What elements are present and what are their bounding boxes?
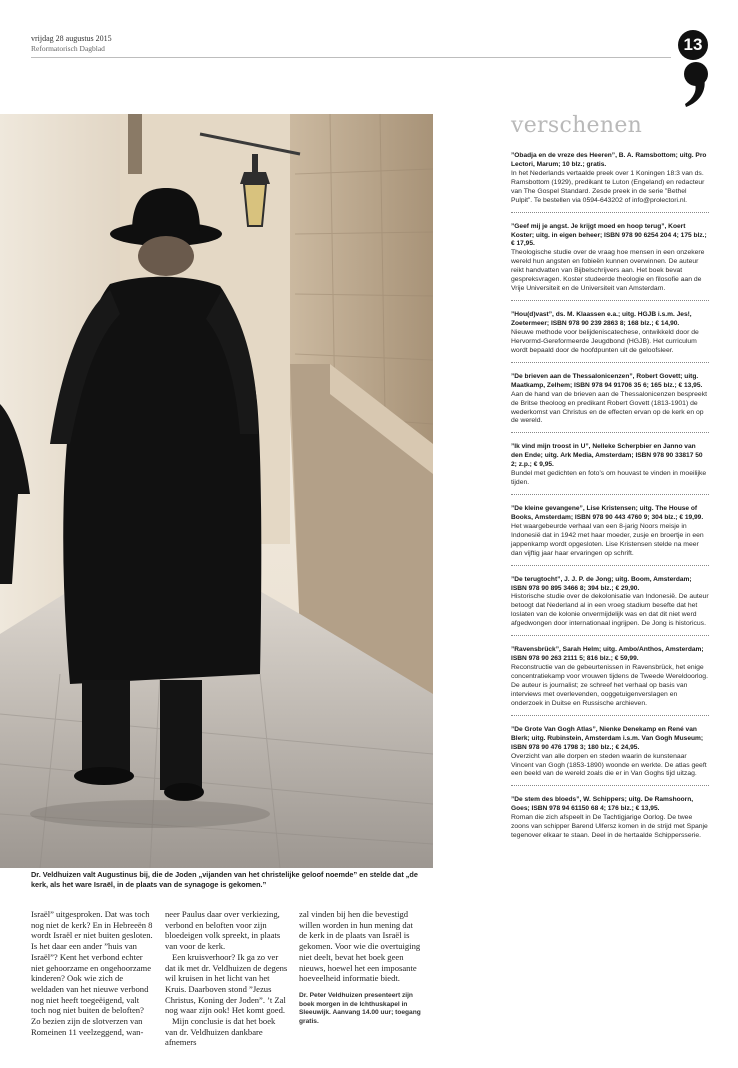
book-entry [511,505,709,566]
book-entry [511,726,709,787]
book-description: In het Nederlands vertaalde preek over 1 Koningen 18:3 van ds. Ramsbottom (1929), predikant te Luton (Engeland) en redacteur van The Gospel Standard. Zesde preek in de serie ”Bethel Pulpit”. Te bestellen via 0594-643202 of info@prolectori.nl. [511,169,705,204]
book-description: Het waargebeurde verhaal van een 8-jarig Noors meisje in Indonesië dat in 1942 met haar moeder, zusje en broertje in een jappenkamp wordt opgesloten. Lise Kristensen stelde na meer dan vijftig jaar haar ervaringen op schrift. [511,522,704,557]
article-column-2 [165,909,289,1048]
newspaper-name: Reformatorisch Dagblad [31,44,105,53]
article-column-3 [299,909,423,1048]
book-heading: ”Ik vind mijn troost in U”, Nelleke Scherpbier en Janno van den Ende; uitg. Ark Media, Amsterdam; ISBN 978 90 33817 50 2; z.p.; € 9,95. [511,443,703,469]
new-releases-column [511,112,709,857]
section-title: verschenen [511,113,643,138]
article-paragraph: Een kruisverhoor? Ik ga zo ver dat ik met dr. Veldhuizen de degens wil kruisen in het licht van het Kruis. Daarboven stond ”Jezus Christus, Koning der Joden”. ’t Zal nog waar zijn ook! Het komt goed. [165,951,288,1016]
book-heading: ”De brieven aan de Thessalonicenzen”, Robert Govett; uitg. Maatkamp, Zelhem; ISBN 978 94 91706 35 6; 165 blz.; € 13,95. [511,372,703,389]
book-heading: ”De Grote Van Gogh Atlas”, Nienke Denekamp en René van Blerk; uitg. Rubinstein, Amsterdam i.s.m. Van Gogh Museum; ISBN 978 90 476 1798 3; 180 blz.; € 24,95. [511,725,704,751]
book-description: Roman die zich afspeelt in De Tachtigjarige Oorlog. De twee zoons van schipper Barend Ulfersz komen in de strijd met Spanje tegenover elkaar te staan. Deel in de hertaalde Schippersserie. [511,814,708,840]
book-entry [511,443,709,495]
author-credit: Dr. Peter Veldhuizen presenteert zijn boek morgen in de Ichthuskapel in Sleeuwijk. Aanvang 14.00 uur; toegang gratis. [299,991,421,1026]
book-heading: ”Hou(d)vast”, ds. M. Klaassen e.a.; uitg. HGJB i.s.m. Jes!, Zoetermeer; ISBN 978 90 239 2863 8; 168 blz.; € 14,90. [511,311,692,328]
photo-caption: Dr. Veldhuizen valt Augustinus bij, die de Joden „vijanden van het christelijke geloof noemde” en stelde dat „de kerk, als het ware Israël, in de plaats van de synagoge is gekomen.” [31,870,418,889]
book-entry [511,576,709,637]
article-column-1 [31,909,155,1048]
book-heading: ”Obadja en de vreze des Heeren”, B. A. Ramsbottom; uitg. Pro Lectori, Marum; 10 blz.; gratis. [511,152,707,168]
book-heading: ”De terugtocht”, J. J. P. de Jong; uitg. Boom, Amsterdam; ISBN 978 90 895 3466 8; 394 blz.; € 29,90. [511,575,692,592]
book-description: Overzicht van alle dorpen en steden waarin de kunstenaar Vincent van Gogh (1853-1890) woonde en werkte. De atlas geeft een beeld van de wereld zoals die er in Van Goghs tijd uitzag. [511,752,707,778]
comma-logo-icon [682,60,708,108]
article-paragraph: neer Paulus daar over verkiezing, verbond en beloften voor zijn bloedeigen volk spreekt, in plaats van voor de kerk. [165,909,281,952]
book-entry [511,223,709,301]
book-entry [511,311,709,363]
header-rule [31,57,671,58]
issue-date: vrijdag 28 augustus 2015 [31,34,112,43]
book-entry [511,646,709,716]
book-description: Bundel met gedichten en foto’s om houvast te vinden in moeilijke tijden. [511,470,707,487]
book-entry [511,373,709,434]
article-photo [0,114,433,868]
article-paragraph: Mijn conclusie is dat het boek van dr. Veldhuizen dankbare afnemers [165,1016,276,1048]
page-number: 13 [678,30,708,60]
article-paragraph: Israël” uitgesproken. Dat was toch nog niet de kerk? En in Hebreeën 8 wordt Israël er niet buiten gesloten. Is het daar een ander ”huis van Israël”? Kent het verbond echter niet gehoorzame en ongehoorzame kinderen? Ook wie zich de weldaden van het nieuwe verbond nog niet heeft toegeëigend, valt toch nog niet buiten de beloften? Zo bezien zijn de slotverzen van Romeinen 11 veelzeggend, wan- [31,909,153,1037]
book-heading: ”Ravensbrück”, Sarah Helm; uitg. Ambo/Anthos, Amsterdam; ISBN 978 90 263 2111 5; 816 blz.; € 59,99. [511,646,704,663]
book-description: Historische studie over de dekolonisatie van Indonesië. De auteur betoogt dat Nederland al in een vroeg stadium besefte dat het loslaten van de kolonie onvermijdelijk was en dat dit niet werd afgedwongen door internationaal ingrijpen. De Jong is historicus. [511,593,709,628]
book-heading: ”De stem des bloeds”, W. Schippers; uitg. De Ramshoorn, Goes; ISBN 978 94 61150 68 4; 176 blz.; € 13,95. [511,796,694,813]
book-entry [511,796,709,847]
book-description: Nieuwe methode voor belijdeniscatechese, ontwikkeld door de Hervormd-Gereformeerde Jeugdbond (HGJB). Het curriculum wordt bepaald door de hoofdpunten uit de geloofsleer. [511,328,699,354]
book-heading: ”De kleine gevangene”, Lise Kristensen; uitg. The House of Books, Amsterdam; ISBN 978 90 443 4760 9; 304 blz.; € 19,99. [511,505,704,521]
book-description: Aan de hand van de brieven aan de Thessalonicenzen bespreekt de Britse theoloog en predikant Robert Govett (1813-1901) de wederkomst van Christus en de effecten ervan op de kerk en op de wereld. [511,390,707,425]
book-description: Theologische studie over de vraag hoe mensen in een onzekere wereld hun angsten en fobieën kunnen overwinnen. De auteur reikt handvatten van Bijbelschrijvers aan. Het boek bevat gespreksvragen. Koster studeerde theologie en filosofie aan de Vrije Universiteit en de Universiteit van Amsterdam. [511,249,705,293]
book-description: Reconstructie van de gebeurtenissen in Ravensbrück, het enige concentratiekamp voor vrouwen tijdens de Tweede Wereldoorlog. De auteur is journalist; ze schreef het verhaal op basis van interviews met overlevenden, ooggetuigenverslagen en onderzoek in Duitse en Russische archieven. [511,664,708,707]
article-paragraph: zal vinden bij hen die bevestigd willen worden in hun mening dat de kerk in de plaats van Israël is gekomen. Voor wie die overtuiging niet deelt, bevat het boek geen nieuws, hoewel het een imposante hoeveelheid informatie biedt. [299,909,421,984]
masthead [31,34,671,54]
book-entry [511,152,709,213]
article-body [31,909,431,1048]
book-heading: ”Geef mij je angst. Je krijgt moed en hoop terug”, Koert Koster; uitg. in eigen beheer; ISBN 978 90 6254 204 4; 175 blz.; € 17,95. [511,222,707,248]
